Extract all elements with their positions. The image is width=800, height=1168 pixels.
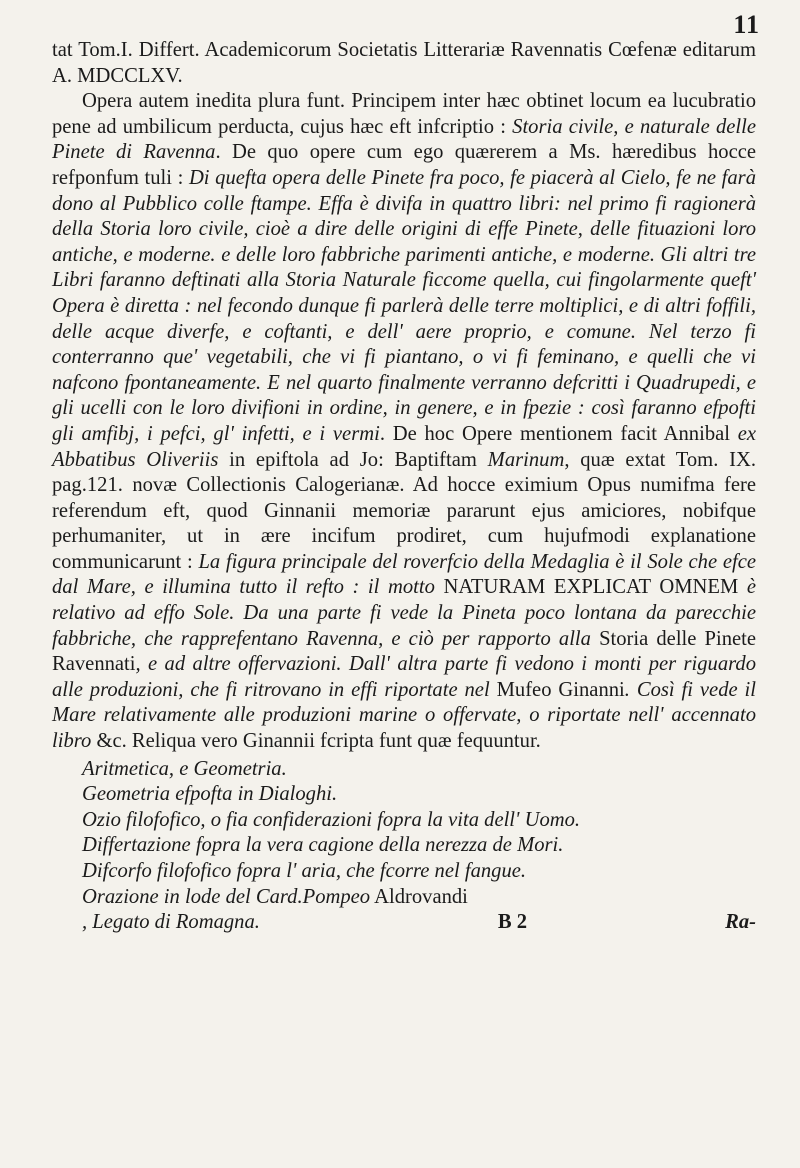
list-item: Aritmetica, e Geometria. [82,757,287,780]
catchword: Ra- [725,911,756,934]
text-run: &c. Reliqua vero Ginannii fcripta funt quæ fequuntur. [91,730,541,753]
paragraph-1 [52,38,756,89]
text-run: ex Abbatibus Oliveriis [52,422,757,471]
text-run: . De hoc Opere mentionem facit Annibal [379,422,738,445]
list-item: Difcorfo filofofico fopra l' aria, che fcorre nel fangue. [82,860,527,882]
text-run: in epiftola ad Jo: Baptiftam [218,448,488,471]
list-item: Ozio filofofico, o fia confiderazioni fopra la vita dell' Uomo. [82,808,581,831]
text-run: . Così fi vede il Mare relativamente alle produzioni marine o offervate, o riportate nell' accennato libro [52,678,756,753]
page-number: 11 [733,10,760,39]
text-run: Opera autem inedita plura funt. Principem inter hæc obtinet locum ea lucubratio pene ad umbilicum perducta, cujus hæc eft infcriptio : [52,90,756,138]
paragraph-2 [52,89,756,754]
text-run: NATURAM EXPLICAT OMNEM [443,576,739,599]
page-footer [52,910,756,936]
text-run: Mufeo Ginanni [496,678,625,701]
text-run: La figura principale del roverfcio della Medaglia è il Sole che efce dal Mare, e illumina tutto il refto : il motto [52,550,757,599]
paragraph-container [52,38,756,755]
list-item: Differtazione fopra la vera cagione della nerezza de Mori. [82,834,564,857]
list-item: Geometria efpofta in Dialoghi. [82,783,338,806]
text-run: è relativo ad effo Sole. Da una parte fi vede la Pineta poco lontana da parecchie fabbriche, che rapprefentano Ravenna, e ciò per rapporto alla [52,576,757,650]
text-run: Marinum [487,448,565,471]
text-run: Storia civile, e naturale delle Pinete di Ravenna [52,115,757,164]
text-run: . De quo opere cum ego quærerem a Ms. hæredibus hocce refponfum tuli : [52,141,757,189]
body-text [52,38,756,936]
text-run: Di quefta opera delle Pinete fra poco, fe piacerà al Cielo, fe ne farà dono al Pubblico colle ftampe. Effa è divifa in quattro libri: nel primo fi ragionerà della Storia loro civile, cioè a dire delle origini di effe Pinete, delle fituazioni loro antiche, e moderne. e delle loro fabbriche parimenti antiche, e moderne. Gli altri tre Libri faranno deftinati alla Storia Naturale ficcome quella, cui fingolarmente queft' Opera è diretta : nel fecondo dunque fi parlerà delle terre moltiplici, e di altri foffili, delle acque diverfe, e coftanti, e dell' aere proprio, e comune. Nel terzo fi conterranno que' vegetabili, che vi fi piantano, o vi fi feminano, e quelli che vi nafcono fpontaneamente. E nel quarto finalmente verranno defcritti i Quadrupedi, e gli ucelli con le loro divifioni in ordine, in genere, e in fpezie : così faranno efpofti gli amfibj, i pefci, gl' infetti, e i vermi [52,166,756,445]
text-run: tat Tom.I. Differt. Academicorum Societatis Litterariæ Ravennatis Cœfenæ editarum A. MDCCLXV. [52,39,756,87]
works-list [52,757,756,911]
text-run: , quæ extat Tom. IX. pag.121. novæ Collectionis Calogerianæ. Ad hocce eximium Opus numifma fere referendum eft, quod Ginnanii memoriæ pararunt ejus amiciores, nobifque perhumaniter, ut in ære incifum prodiret, cum hujufmodi explanatione communicarunt : [52,448,756,573]
signature-mark: B 2 [497,911,528,934]
list-item-tail: , Legato di Romagna. [82,911,260,934]
text-run: , e ad altre offervazioni. Dall' altra parte fi vedono i monti per riguardo alle produzioni, che fi ritrovano in effi riportate nel [52,653,756,701]
list-item: Orazione in lode del Card.Pompeo Aldrovandi [82,885,468,908]
text-run: Storia delle Pinete Ravennati [52,627,756,676]
